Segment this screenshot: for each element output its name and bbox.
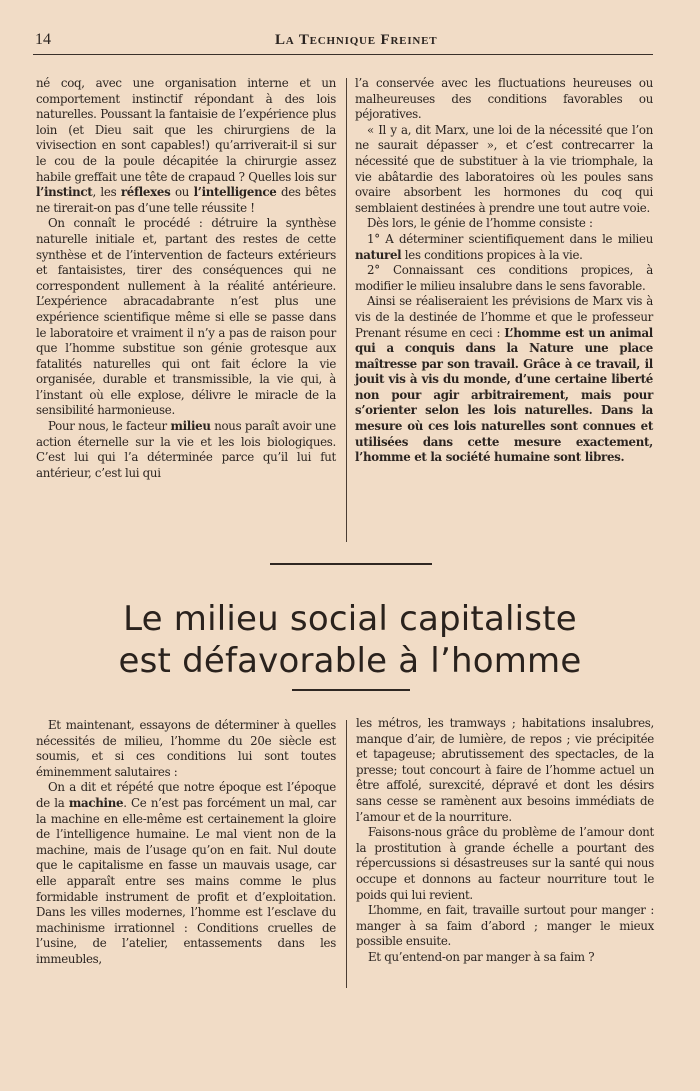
body-text: Faisons-nous grâce du problème de l’amour dont la prostitution à grande échelle a pourtant des répercussions si désastreuses sur la santé qui nous occupe et donnons au facteur nourriture tout le poids qui lui revient.	[356, 825, 654, 902]
body-text: 2° Connaissant ces conditions propices, à modifier le milieu insalubre dans le sens favorable.	[355, 263, 653, 293]
paragraph	[355, 123, 653, 217]
body-text: Pour nous, le facteur	[48, 419, 171, 434]
body-text: L’homme, en fait, travaille surtout pour manger : manger à sa faim d’abord ; manger le mieux possible ensuite.	[356, 903, 654, 949]
body-text: Ainsi se réaliseraient les prévisions de Marx vis à vis de la destinée de l’homme et que le professeur Prenant résume en ceci :	[355, 294, 653, 340]
column-divider-bottom	[346, 720, 347, 988]
body-text: ou	[170, 185, 194, 200]
paragraph	[356, 825, 654, 903]
body-text: Et maintenant, essayons de déterminer à quelles nécessités de milieu, l’homme du 20e siècle est soumis, et si ces conditions lui sont toutes éminemment salutaires :	[36, 718, 336, 779]
body-text: . Ce n’est pas forcément un mal, car la machine en elle-même est certainement la gloire de l’intelligence humaine. Le mal vient non de la machine, mais de l’usage qu’on en fait. Nul doute que le capitalisme en fasse un mauvais usage, car elle apparaît entre ses mains comme le plus formidable instrument de profit et d’exploitation. Dans les villes modernes, l’homme est l’esclave du machinisme irrationnel : Conditions cruelles de l’usine, de l’atelier, entassements dans les immeubles,	[36, 795, 337, 966]
body-text: Dès lors, le génie de l’homme consiste :	[367, 216, 593, 231]
paragraph	[356, 950, 654, 966]
body-text: « Il y a, dit Marx, une loi de la nécessité que l’on ne saurait dépasser », et c’est contrecarrer la nécessité que de substituer à la vie triomphale, la vie abâtardie des laboratoires où les poules sans ovaire absorbent les hormones du coq qui semblaient destinées à prendre une tout autre voie.	[355, 122, 653, 215]
body-text: , les	[92, 185, 121, 200]
article-column-bottom-right	[356, 716, 654, 966]
column-divider-top	[346, 78, 347, 542]
paragraph	[36, 76, 336, 216]
body-text: nous paraît avoir une action éternelle sur la vie et les lois biologiques. C’est lui qui l’a déterminée parce qu’il lui fut antérieur, c’est lui qui	[36, 419, 336, 480]
section-rule-below	[292, 689, 410, 691]
body-text: On a dit et répété que notre époque est l’époque de la	[36, 780, 336, 810]
body-text: les conditions propices à la vie.	[401, 247, 583, 262]
paragraph	[356, 903, 654, 950]
paragraph	[36, 216, 336, 419]
paragraph	[355, 216, 653, 232]
paragraph	[355, 232, 653, 263]
section-title-line-2: est défavorable à l’homme	[118, 641, 582, 681]
paragraph	[356, 716, 654, 825]
body-text: 1° A déterminer scientifiquement dans le milieu	[367, 231, 653, 246]
section-title-line-1: Le milieu social capitaliste	[123, 599, 577, 639]
body-text: né coq, avec une organisation interne et un comportement instinctif répondant à des lois naturelles. Poussant la fantaisie de l’expérience plus loin (et Dieu sait que les chirurgiens de la vivisection en sont capables!) qu’arriverait-il si sur le cou de la poule décapitée la chirurgie assez habile greffait une tête de crapaud ? Quelles lois sur	[36, 76, 336, 184]
bold-text: naturel	[355, 247, 402, 262]
paragraph	[36, 780, 336, 967]
body-text: l’a conservée avec les fluctuations heureuses ou malheureuses des conditions favorables ou péjoratives.	[355, 76, 653, 122]
bold-text: l’intelligence	[193, 185, 277, 200]
paragraph	[355, 294, 653, 466]
running-title: La Technique Freinet	[275, 32, 438, 48]
page-header	[33, 30, 653, 55]
bold-text: milieu	[170, 419, 211, 434]
paragraph	[355, 76, 653, 123]
page-number: 14	[35, 31, 51, 48]
body-text: des bêtes ne tirerait-on pas d’une telle réussite !	[36, 185, 336, 215]
paragraph	[36, 718, 336, 780]
article-column-top-left	[36, 76, 336, 481]
bold-text: machine	[68, 795, 124, 810]
bold-text: l’instinct	[36, 185, 93, 200]
body-text: Et qu’entend-on par manger à sa faim ?	[368, 949, 595, 964]
paragraph	[355, 263, 653, 294]
bold-text: réflexes	[120, 185, 171, 200]
article-column-top-right	[355, 76, 653, 466]
section-title	[60, 598, 640, 682]
article-column-bottom-left	[36, 718, 336, 968]
body-text: les métros, les tramways ; habitations insalubres, manque d’air, de lumière, de repos ; vie précipitée et tapageuse; abrutissement des spectacles, de la presse; tout concourt à faire de l’homme actuel un être affolé, surexcité, dépravé et dont les désirs sans cesse se ramènent aux besoins immédiats de l’amour et de la nourriture.	[356, 716, 654, 824]
bold-text: L’homme est un animal qui a conquis dans la Nature une place maîtresse par son travail. Grâce à ce travail, il jouit vis à vis du monde, d’une certaine liberté non pour agir arbitrairement, mais pour s’orienter selon les lois naturelles. Dans la mesure où ces lois naturelles sont connues et utilisées dans cette mesure exactement, l’homme et la société humaine sont libres.	[355, 325, 653, 465]
body-text: On connaît le procédé : détruire la synthèse naturelle initiale et, partant des restes de cette synthèse et de l’intervention de facteurs extérieurs et fantaisistes, tirer des conséquences qui ne correspondent nullement à la réalité antérieure. L’expérience abracadabrante n’est plus une expérience scientifique même si elle se passe dans le laboratoire et vraiment il n’y a pas de raison pour que l’homme substitue son génie grotesque aux fatalités naturelles qui ont fait éclore la vie organisée, durable et transmissible, la vie qui, à l’instant où elle explose, délivre le miracle de la sensibilité harmonieuse.	[36, 216, 336, 418]
section-rule-above	[270, 563, 432, 565]
paragraph	[36, 419, 336, 481]
